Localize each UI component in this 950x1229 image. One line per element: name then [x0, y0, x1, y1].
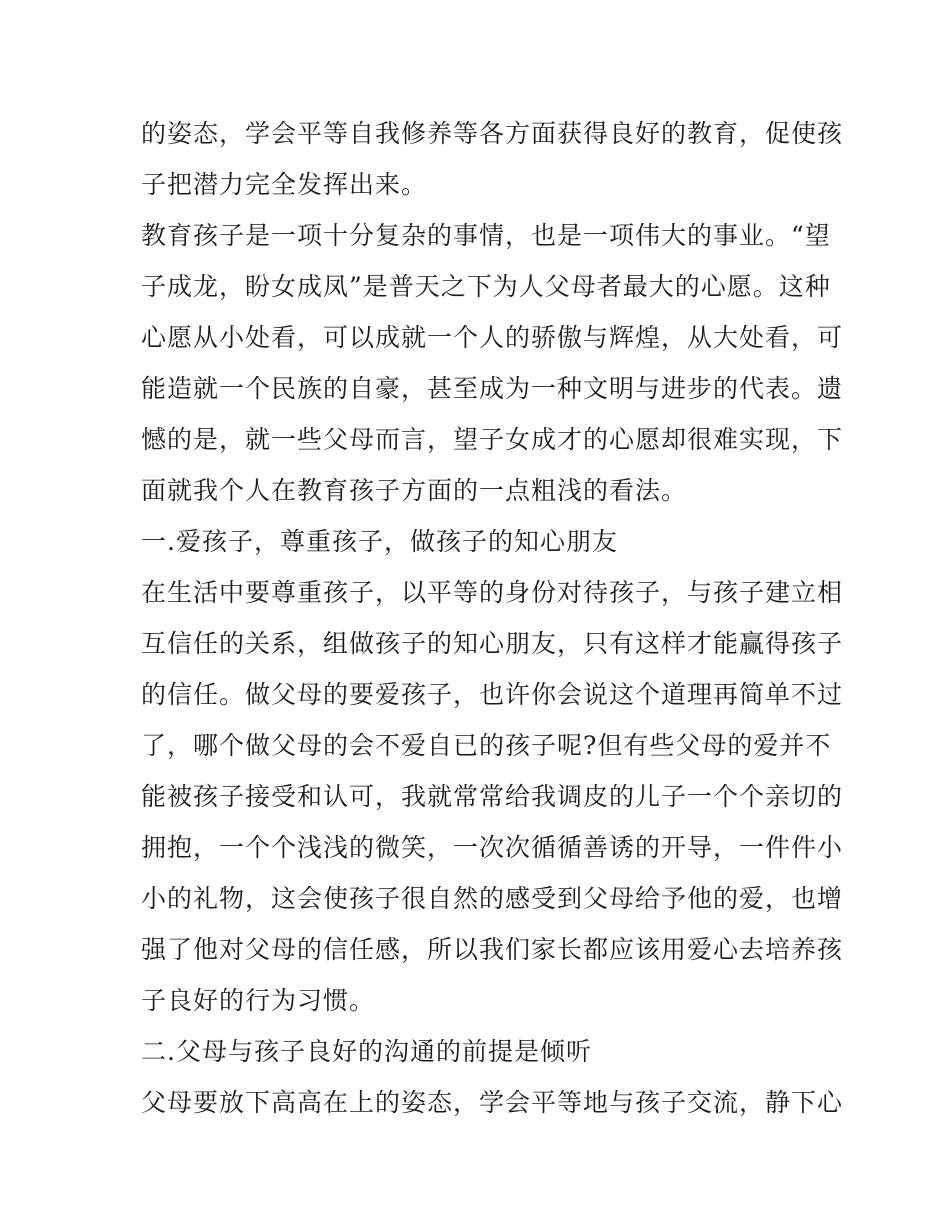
text-line: 的信任。做父母的要爱孩子，也许你会说这个道理再简单不过 [141, 680, 844, 709]
text-line: 能被孩子接受和认可，我就常常给我调皮的儿子一个个亲切的 [141, 782, 844, 811]
text-line: 教育孩子是一项十分复杂的事情，也是一项伟大的事业。“望 [141, 221, 831, 250]
text-line: 子成龙，盼女成凤”是普天之下为人父母者最大的心愿。这种 [141, 272, 831, 301]
section-heading: 二.父母与孩子良好的沟通的前提是倾听 [141, 1037, 592, 1066]
text-line: 拥抱，一个个浅浅的微笑，一次次循循善诱的开导，一件件小 [141, 833, 844, 862]
text-line: 心愿从小处看，可以成就一个人的骄傲与辉煌，从大处看，可 [141, 323, 844, 352]
text-line: 憾的是，就一些父母而言，望子女成才的心愿却很难实现，下 [141, 425, 844, 454]
document-body [141, 108, 844, 1128]
text-line: 子把潜力完全发挥出来。 [141, 170, 428, 199]
text-line: 小的礼物，这会使孩子很自然的感受到父母给予他的爱，也增 [141, 884, 844, 913]
text-line: 子良好的行为习惯。 [141, 986, 376, 1015]
text-line: 在生活中要尊重孩子，以平等的身份对待孩子，与孩子建立相 [141, 578, 844, 607]
section-heading: 一.爱孩子，尊重孩子，做孩子的知心朋友 [141, 527, 618, 556]
text-line: 父母要放下高高在上的姿态，学会平等地与孩子交流，静下心 [141, 1088, 844, 1117]
text-line: 了，哪个做父母的会不爱自已的孩子呢?但有些父母的爱并不 [141, 731, 832, 760]
text-line: 的姿态，学会平等自我修养等各方面获得良好的教育，促使孩 [141, 119, 844, 148]
text-line: 强了他对父母的信任感，所以我们家长都应该用爱心去培养孩 [141, 935, 844, 964]
text-line: 面就我个人在教育孩子方面的一点粗浅的看法。 [141, 476, 688, 505]
text-line: 能造就一个民族的自豪，甚至成为一种文明与进步的代表。遗 [141, 374, 844, 403]
text-line: 互信任的关系，组做孩子的知心朋友，只有这样才能赢得孩子 [141, 629, 844, 658]
